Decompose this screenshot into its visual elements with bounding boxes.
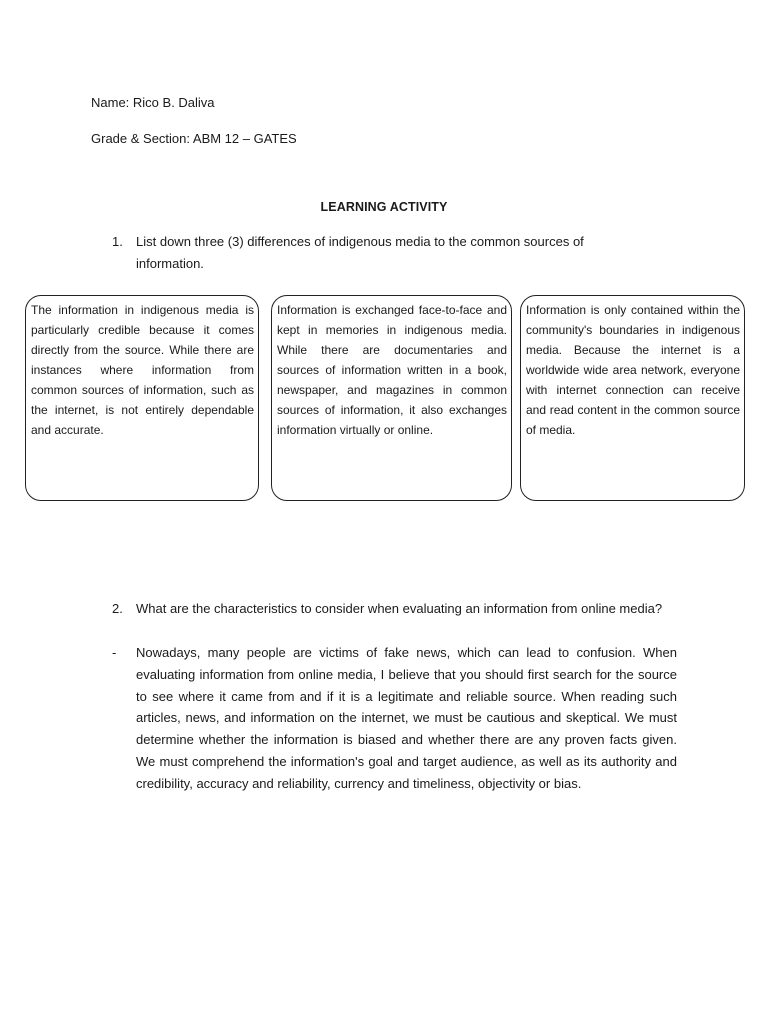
question-1-number: 1.: [112, 234, 123, 249]
question-2-number: 2.: [112, 601, 123, 616]
grade-section: Grade & Section: ABM 12 – GATES: [91, 131, 297, 146]
difference-text-3: Information is only contained within the community's boundaries in indigenous media. Because the internet is a worldwide wide area network, everyone with internet connection can receive and read content in the common source of media.: [526, 303, 740, 437]
answer-bullet: -: [112, 645, 117, 660]
difference-box-3: [520, 295, 745, 501]
student-name: Name: Rico B. Daliva: [91, 95, 215, 110]
page-title: LEARNING ACTIVITY: [320, 200, 448, 214]
question-1-text: List down three (3) differences of indigenous media to the common sources of information.: [136, 234, 584, 271]
question-2-text: What are the characteristics to consider when evaluating an information from online media?: [136, 601, 663, 616]
question-2-answer: Nowadays, many people are victims of fake news, which can lead to confusion. When evaluating information from online media, I believe that you should first search for the source to see where it came from and if it is a legitimate and reliable source. When reading such articles, news, and information on the internet, we must be cautious and skeptical. We must determine whether the information is biased and whether there are any proven facts given. We must comprehend the information's goal and target audience, as well as its authority and credibility, accuracy and reliability, currency and timeliness, objectivity or bias.: [136, 645, 677, 791]
difference-box-1: [25, 295, 259, 501]
difference-box-2: [271, 295, 512, 501]
difference-text-2: Information is exchanged face-to-face and kept in memories in indigenous media. While there are documentaries and sources of information written in a book, newspaper, and magazines in common sources of information, it also exchanges information virtually or online.: [277, 303, 507, 437]
difference-text-1: The information in indigenous media is particularly credible because it comes directly from the source. While there are instances where information from common sources of information, such as the internet, is not entirely dependable and accurate.: [31, 303, 254, 437]
